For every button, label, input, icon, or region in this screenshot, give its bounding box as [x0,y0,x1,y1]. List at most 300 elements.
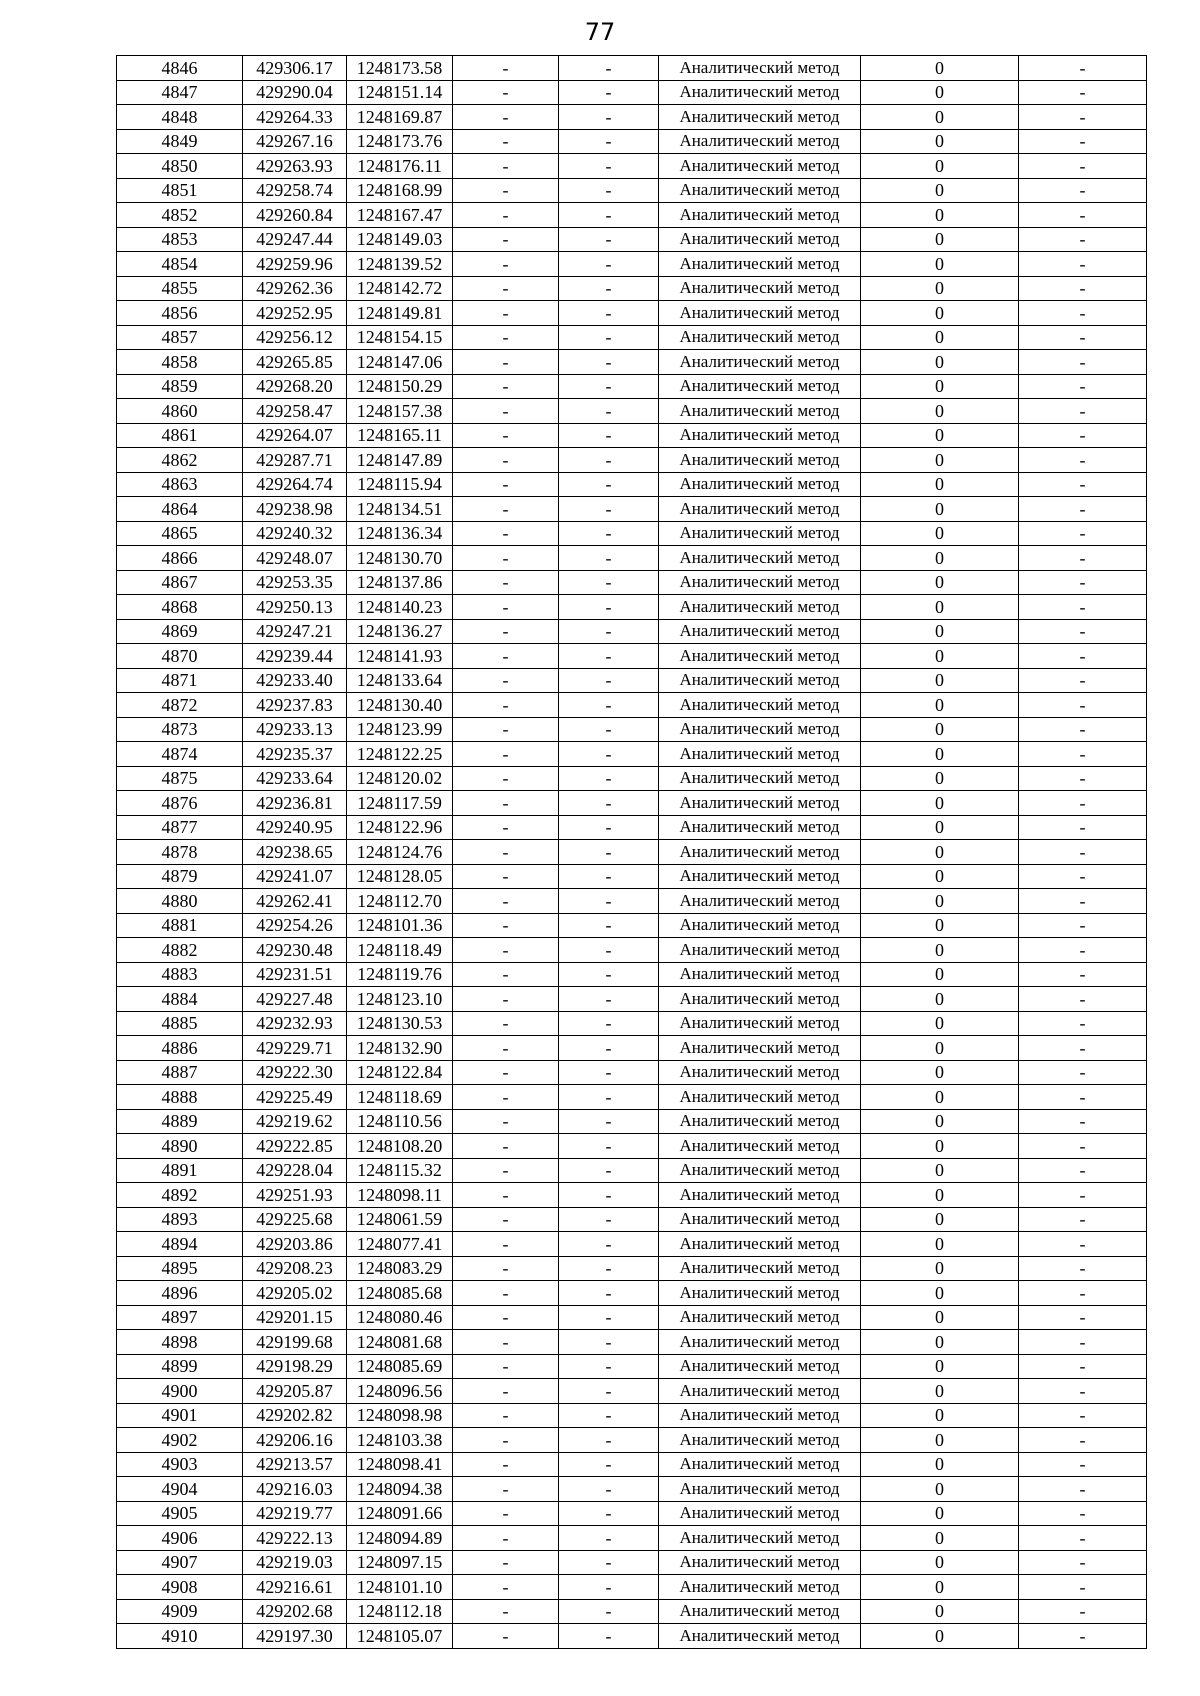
x-coordinate-cell: 429252.95 [243,301,347,326]
col5-cell: - [559,521,659,546]
col5-cell: - [559,374,659,399]
table-row [117,1305,1147,1330]
accuracy-cell: 0 [861,913,1019,938]
col8-cell: - [1019,1575,1147,1600]
y-coordinate-cell: 1248096.56 [347,1379,453,1404]
table-row [117,105,1147,130]
y-coordinate-cell: 1248123.10 [347,987,453,1012]
point-number-cell: 4861 [117,423,243,448]
col8-cell: - [1019,105,1147,130]
method-cell: Аналитический метод [659,717,861,742]
method-cell: Аналитический метод [659,399,861,424]
table-row [117,1379,1147,1404]
col8-cell: - [1019,1428,1147,1453]
col5-cell: - [559,1232,659,1257]
col5-cell: - [559,1109,659,1134]
accuracy-cell: 0 [861,203,1019,228]
accuracy-cell: 0 [861,1183,1019,1208]
method-cell: Аналитический метод [659,203,861,228]
col8-cell: - [1019,301,1147,326]
method-cell: Аналитический метод [659,1036,861,1061]
x-coordinate-cell: 429240.95 [243,815,347,840]
col8-cell: - [1019,840,1147,865]
x-coordinate-cell: 429232.93 [243,1011,347,1036]
table-row [117,154,1147,179]
point-number-cell: 4903 [117,1452,243,1477]
x-coordinate-cell: 429219.77 [243,1501,347,1526]
col5-cell: - [559,1256,659,1281]
col5-cell: - [559,913,659,938]
accuracy-cell: 0 [861,962,1019,987]
col8-cell: - [1019,766,1147,791]
table-row [117,717,1147,742]
y-coordinate-cell: 1248081.68 [347,1330,453,1355]
y-coordinate-cell: 1248094.89 [347,1526,453,1551]
col4-cell: - [453,815,559,840]
col5-cell: - [559,1477,659,1502]
x-coordinate-cell: 429235.37 [243,742,347,767]
col8-cell: - [1019,668,1147,693]
x-coordinate-cell: 429263.93 [243,154,347,179]
col5-cell: - [559,1330,659,1355]
x-coordinate-cell: 429233.64 [243,766,347,791]
accuracy-cell: 0 [861,1232,1019,1257]
col4-cell: - [453,938,559,963]
table-row [117,570,1147,595]
method-cell: Аналитический метод [659,129,861,154]
y-coordinate-cell: 1248124.76 [347,840,453,865]
col4-cell: - [453,1403,559,1428]
point-number-cell: 4881 [117,913,243,938]
method-cell: Аналитический метод [659,913,861,938]
method-cell: Аналитический метод [659,1428,861,1453]
point-number-cell: 4848 [117,105,243,130]
col8-cell: - [1019,644,1147,669]
col8-cell: - [1019,129,1147,154]
col8-cell: - [1019,1134,1147,1159]
col5-cell: - [559,252,659,277]
y-coordinate-cell: 1248139.52 [347,252,453,277]
col8-cell: - [1019,1526,1147,1551]
x-coordinate-cell: 429219.03 [243,1550,347,1575]
point-number-cell: 4896 [117,1281,243,1306]
table-row [117,962,1147,987]
table-row [117,423,1147,448]
accuracy-cell: 0 [861,154,1019,179]
method-cell: Аналитический метод [659,1085,861,1110]
x-coordinate-cell: 429268.20 [243,374,347,399]
y-coordinate-cell: 1248133.64 [347,668,453,693]
col5-cell: - [559,56,659,81]
col8-cell: - [1019,178,1147,203]
accuracy-cell: 0 [861,497,1019,522]
point-number-cell: 4871 [117,668,243,693]
table-row [117,1599,1147,1624]
x-coordinate-cell: 429240.32 [243,521,347,546]
y-coordinate-cell: 1248157.38 [347,399,453,424]
col8-cell: - [1019,1232,1147,1257]
col5-cell: - [559,791,659,816]
table-row [117,325,1147,350]
col8-cell: - [1019,987,1147,1012]
point-number-cell: 4877 [117,815,243,840]
y-coordinate-cell: 1248118.69 [347,1085,453,1110]
method-cell: Аналитический метод [659,1477,861,1502]
accuracy-cell: 0 [861,399,1019,424]
method-cell: Аналитический метод [659,472,861,497]
table-row [117,374,1147,399]
y-coordinate-cell: 1248123.99 [347,717,453,742]
method-cell: Аналитический метод [659,1109,861,1134]
method-cell: Аналитический метод [659,1158,861,1183]
table-row [117,1207,1147,1232]
accuracy-cell: 0 [861,1330,1019,1355]
table-row [117,1624,1147,1649]
accuracy-cell: 0 [861,889,1019,914]
table-row [117,1330,1147,1355]
accuracy-cell: 0 [861,938,1019,963]
y-coordinate-cell: 1248119.76 [347,962,453,987]
point-number-cell: 4872 [117,693,243,718]
col8-cell: - [1019,1281,1147,1306]
y-coordinate-cell: 1248142.72 [347,276,453,301]
y-coordinate-cell: 1248117.59 [347,791,453,816]
accuracy-cell: 0 [861,1501,1019,1526]
method-cell: Аналитический метод [659,938,861,963]
y-coordinate-cell: 1248154.15 [347,325,453,350]
y-coordinate-cell: 1248173.58 [347,56,453,81]
col8-cell: - [1019,1060,1147,1085]
point-number-cell: 4893 [117,1207,243,1232]
col8-cell: - [1019,325,1147,350]
col4-cell: - [453,1330,559,1355]
col8-cell: - [1019,1550,1147,1575]
col4-cell: - [453,766,559,791]
accuracy-cell: 0 [861,521,1019,546]
method-cell: Аналитический метод [659,423,861,448]
y-coordinate-cell: 1248176.11 [347,154,453,179]
point-number-cell: 4908 [117,1575,243,1600]
x-coordinate-cell: 429247.44 [243,227,347,252]
method-cell: Аналитический метод [659,595,861,620]
table-row [117,1281,1147,1306]
table-row [117,399,1147,424]
point-number-cell: 4851 [117,178,243,203]
x-coordinate-cell: 429251.93 [243,1183,347,1208]
col8-cell: - [1019,1403,1147,1428]
method-cell: Аналитический метод [659,546,861,571]
x-coordinate-cell: 429199.68 [243,1330,347,1355]
table-row [117,1428,1147,1453]
point-number-cell: 4888 [117,1085,243,1110]
table-row [117,521,1147,546]
col4-cell: - [453,1526,559,1551]
col8-cell: - [1019,521,1147,546]
col5-cell: - [559,962,659,987]
x-coordinate-cell: 429222.13 [243,1526,347,1551]
point-number-cell: 4850 [117,154,243,179]
y-coordinate-cell: 1248077.41 [347,1232,453,1257]
y-coordinate-cell: 1248120.02 [347,766,453,791]
col4-cell: - [453,1599,559,1624]
col4-cell: - [453,962,559,987]
method-cell: Аналитический метод [659,1550,861,1575]
table-row [117,1036,1147,1061]
col4-cell: - [453,1109,559,1134]
col5-cell: - [559,1428,659,1453]
col5-cell: - [559,595,659,620]
col8-cell: - [1019,276,1147,301]
point-number-cell: 4909 [117,1599,243,1624]
point-number-cell: 4866 [117,546,243,571]
point-number-cell: 4875 [117,766,243,791]
col8-cell: - [1019,1158,1147,1183]
col5-cell: - [559,472,659,497]
accuracy-cell: 0 [861,1085,1019,1110]
accuracy-cell: 0 [861,1060,1019,1085]
col8-cell: - [1019,570,1147,595]
col8-cell: - [1019,546,1147,571]
accuracy-cell: 0 [861,1158,1019,1183]
accuracy-cell: 0 [861,1575,1019,1600]
col5-cell: - [559,938,659,963]
method-cell: Аналитический метод [659,1281,861,1306]
table-row [117,80,1147,105]
table-row [117,1109,1147,1134]
point-number-cell: 4873 [117,717,243,742]
x-coordinate-cell: 429206.16 [243,1428,347,1453]
x-coordinate-cell: 429233.13 [243,717,347,742]
col5-cell: - [559,399,659,424]
table-row [117,448,1147,473]
table-row [117,1183,1147,1208]
table-row [117,178,1147,203]
y-coordinate-cell: 1248080.46 [347,1305,453,1330]
col8-cell: - [1019,227,1147,252]
y-coordinate-cell: 1248136.34 [347,521,453,546]
col5-cell: - [559,1281,659,1306]
x-coordinate-cell: 429247.21 [243,619,347,644]
point-number-cell: 4854 [117,252,243,277]
accuracy-cell: 0 [861,1305,1019,1330]
col4-cell: - [453,1477,559,1502]
method-cell: Аналитический метод [659,864,861,889]
point-number-cell: 4867 [117,570,243,595]
table-row [117,1501,1147,1526]
accuracy-cell: 0 [861,1109,1019,1134]
col4-cell: - [453,154,559,179]
table-row [117,668,1147,693]
x-coordinate-cell: 429264.07 [243,423,347,448]
x-coordinate-cell: 429231.51 [243,962,347,987]
point-number-cell: 4879 [117,864,243,889]
col8-cell: - [1019,889,1147,914]
col4-cell: - [453,595,559,620]
point-number-cell: 4899 [117,1354,243,1379]
method-cell: Аналитический метод [659,742,861,767]
x-coordinate-cell: 429267.16 [243,129,347,154]
accuracy-cell: 0 [861,791,1019,816]
method-cell: Аналитический метод [659,1232,861,1257]
x-coordinate-cell: 429237.83 [243,693,347,718]
accuracy-cell: 0 [861,717,1019,742]
col5-cell: - [559,717,659,742]
col4-cell: - [453,1354,559,1379]
col4-cell: - [453,56,559,81]
point-number-cell: 4863 [117,472,243,497]
point-number-cell: 4897 [117,1305,243,1330]
point-number-cell: 4906 [117,1526,243,1551]
col8-cell: - [1019,350,1147,375]
table-row [117,497,1147,522]
point-number-cell: 4900 [117,1379,243,1404]
col5-cell: - [559,1624,659,1649]
col4-cell: - [453,1550,559,1575]
col5-cell: - [559,203,659,228]
y-coordinate-cell: 1248112.70 [347,889,453,914]
x-coordinate-cell: 429264.74 [243,472,347,497]
x-coordinate-cell: 429229.71 [243,1036,347,1061]
col5-cell: - [559,546,659,571]
col5-cell: - [559,1183,659,1208]
point-number-cell: 4874 [117,742,243,767]
y-coordinate-cell: 1248149.81 [347,301,453,326]
col8-cell: - [1019,619,1147,644]
col8-cell: - [1019,1036,1147,1061]
col8-cell: - [1019,1183,1147,1208]
col8-cell: - [1019,864,1147,889]
col5-cell: - [559,1403,659,1428]
y-coordinate-cell: 1248115.32 [347,1158,453,1183]
method-cell: Аналитический метод [659,889,861,914]
table-row [117,1158,1147,1183]
x-coordinate-cell: 429225.68 [243,1207,347,1232]
y-coordinate-cell: 1248103.38 [347,1428,453,1453]
col4-cell: - [453,178,559,203]
col8-cell: - [1019,938,1147,963]
col5-cell: - [559,815,659,840]
point-number-cell: 4862 [117,448,243,473]
table-row [117,1011,1147,1036]
point-number-cell: 4864 [117,497,243,522]
col8-cell: - [1019,1501,1147,1526]
table-row [117,227,1147,252]
table-row [117,56,1147,81]
y-coordinate-cell: 1248137.86 [347,570,453,595]
y-coordinate-cell: 1248097.15 [347,1550,453,1575]
accuracy-cell: 0 [861,570,1019,595]
coordinates-table [116,55,1147,1649]
accuracy-cell: 0 [861,595,1019,620]
table-body [117,56,1147,1649]
point-number-cell: 4883 [117,962,243,987]
accuracy-cell: 0 [861,129,1019,154]
method-cell: Аналитический метод [659,1183,861,1208]
method-cell: Аналитический метод [659,619,861,644]
method-cell: Аналитический метод [659,815,861,840]
col8-cell: - [1019,1599,1147,1624]
method-cell: Аналитический метод [659,374,861,399]
point-number-cell: 4885 [117,1011,243,1036]
col8-cell: - [1019,374,1147,399]
x-coordinate-cell: 429216.03 [243,1477,347,1502]
table-row [117,1477,1147,1502]
col5-cell: - [559,1526,659,1551]
table-row [117,1526,1147,1551]
x-coordinate-cell: 429256.12 [243,325,347,350]
x-coordinate-cell: 429198.29 [243,1354,347,1379]
point-number-cell: 4898 [117,1330,243,1355]
method-cell: Аналитический метод [659,1060,861,1085]
col5-cell: - [559,619,659,644]
y-coordinate-cell: 1248151.14 [347,80,453,105]
col5-cell: - [559,423,659,448]
accuracy-cell: 0 [861,546,1019,571]
accuracy-cell: 0 [861,766,1019,791]
method-cell: Аналитический метод [659,1330,861,1355]
y-coordinate-cell: 1248105.07 [347,1624,453,1649]
col4-cell: - [453,472,559,497]
table-row [117,840,1147,865]
x-coordinate-cell: 429222.85 [243,1134,347,1159]
col4-cell: - [453,521,559,546]
col4-cell: - [453,227,559,252]
method-cell: Аналитический метод [659,301,861,326]
point-number-cell: 4860 [117,399,243,424]
col4-cell: - [453,913,559,938]
col4-cell: - [453,668,559,693]
method-cell: Аналитический метод [659,1403,861,1428]
accuracy-cell: 0 [861,252,1019,277]
col4-cell: - [453,1085,559,1110]
col5-cell: - [559,889,659,914]
method-cell: Аналитический метод [659,1624,861,1649]
method-cell: Аналитический метод [659,80,861,105]
y-coordinate-cell: 1248115.94 [347,472,453,497]
accuracy-cell: 0 [861,1550,1019,1575]
col5-cell: - [559,987,659,1012]
point-number-cell: 4892 [117,1183,243,1208]
y-coordinate-cell: 1248061.59 [347,1207,453,1232]
table-row [117,791,1147,816]
col4-cell: - [453,1256,559,1281]
y-coordinate-cell: 1248108.20 [347,1134,453,1159]
y-coordinate-cell: 1248118.49 [347,938,453,963]
col8-cell: - [1019,742,1147,767]
method-cell: Аналитический метод [659,497,861,522]
accuracy-cell: 0 [861,840,1019,865]
col8-cell: - [1019,1109,1147,1134]
page-number: 77 [584,18,616,46]
col5-cell: - [559,154,659,179]
y-coordinate-cell: 1248112.18 [347,1599,453,1624]
accuracy-cell: 0 [861,619,1019,644]
table-row [117,1232,1147,1257]
point-number-cell: 4849 [117,129,243,154]
method-cell: Аналитический метод [659,325,861,350]
accuracy-cell: 0 [861,1477,1019,1502]
point-number-cell: 4869 [117,619,243,644]
x-coordinate-cell: 429254.26 [243,913,347,938]
y-coordinate-cell: 1248141.93 [347,644,453,669]
col5-cell: - [559,129,659,154]
y-coordinate-cell: 1248169.87 [347,105,453,130]
method-cell: Аналитический метод [659,521,861,546]
col8-cell: - [1019,154,1147,179]
col5-cell: - [559,1134,659,1159]
accuracy-cell: 0 [861,301,1019,326]
point-number-cell: 4857 [117,325,243,350]
